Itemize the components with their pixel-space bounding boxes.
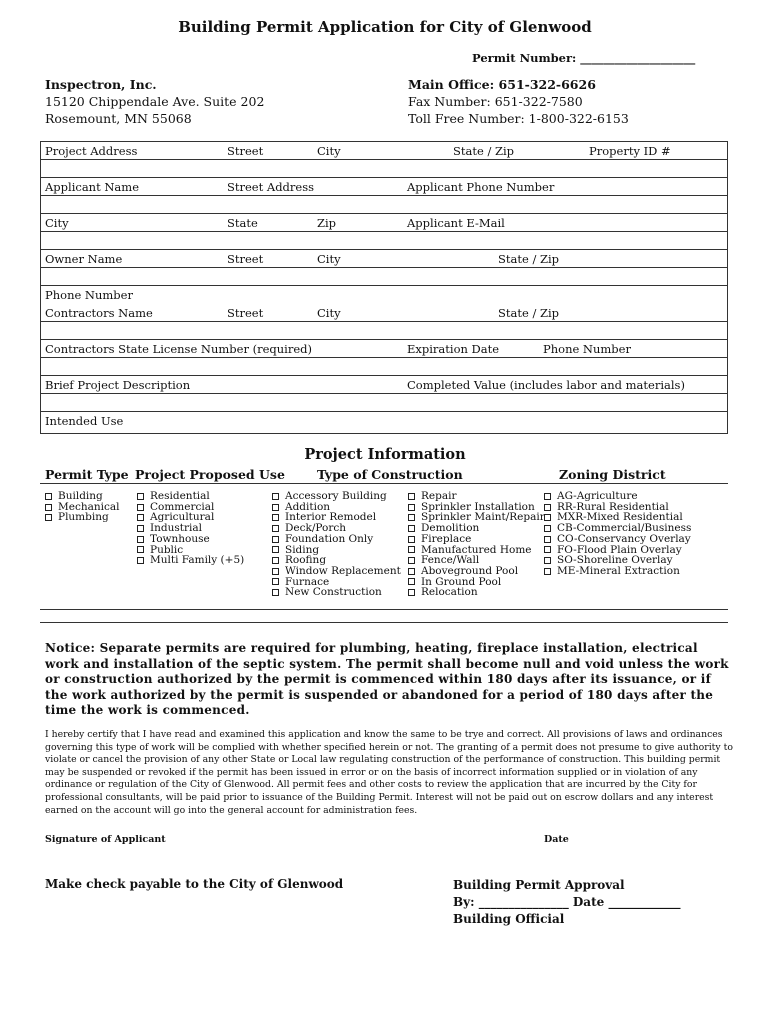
approval-block bbox=[453, 877, 680, 928]
approval-official: Building Official bbox=[453, 912, 565, 926]
construction-label: Fireplace bbox=[421, 532, 472, 545]
signature-of-applicant[interactable]: Signature of Applicant bbox=[45, 834, 166, 845]
label-owner-state-zip: State / Zip bbox=[498, 252, 559, 266]
company-city: Rosemount, MN 55068 bbox=[45, 111, 192, 126]
construction-label: In Ground Pool bbox=[421, 575, 502, 588]
construction-label: Siding bbox=[285, 543, 320, 556]
form-row-description bbox=[41, 376, 727, 394]
construction-option[interactable] bbox=[408, 534, 545, 545]
checkbox-icon[interactable] bbox=[45, 493, 52, 500]
check-payable-text: Make check payable to the City of Glenwood bbox=[45, 877, 344, 891]
col-permit-type: Permit Type bbox=[45, 467, 129, 482]
form-row-project-address bbox=[41, 142, 727, 160]
label-intended-use: Intended Use bbox=[45, 414, 124, 428]
construction-label: Sprinkler Installation bbox=[421, 500, 535, 513]
construction-list-a bbox=[272, 491, 401, 598]
zoning-label: MXR-Mixed Residential bbox=[557, 511, 683, 524]
permit-type-label: Building bbox=[58, 490, 103, 502]
construction-label: Relocation bbox=[421, 586, 478, 599]
proposed-use-label: Public bbox=[150, 543, 184, 556]
fax-number: Fax Number: 651-322-7580 bbox=[408, 94, 583, 109]
construction-label: New Construction bbox=[285, 586, 382, 599]
checkbox-icon[interactable] bbox=[408, 514, 415, 521]
permit-type-label: Mechanical bbox=[58, 500, 120, 513]
permit-type-label: Plumbing bbox=[58, 511, 109, 524]
zoning-label: CO-Conservancy Overlay bbox=[557, 532, 691, 545]
company-name: Inspectron, Inc. bbox=[45, 77, 157, 92]
construction-option[interactable] bbox=[272, 534, 401, 545]
permit-type-list bbox=[45, 491, 120, 523]
checkbox-icon[interactable] bbox=[272, 504, 279, 511]
checkbox-icon[interactable] bbox=[408, 546, 415, 553]
proposed-use-list bbox=[137, 491, 244, 566]
zoning-label: CB-Commercial/Business bbox=[557, 522, 692, 535]
checkbox-icon[interactable] bbox=[272, 578, 279, 585]
zoning-label: ME-Mineral Extraction bbox=[557, 564, 680, 577]
label-applicant-phone: Applicant Phone Number bbox=[407, 180, 555, 194]
zoning-list bbox=[544, 491, 691, 577]
proposed-use-label: Agricultural bbox=[150, 511, 215, 524]
approval-title: Building Permit Approval bbox=[453, 878, 625, 892]
checkbox-icon[interactable] bbox=[544, 493, 551, 500]
checkbox-icon[interactable] bbox=[137, 514, 144, 521]
col-zoning: Zoning District bbox=[559, 467, 666, 482]
checkbox-icon[interactable] bbox=[544, 546, 551, 553]
checkbox-icon[interactable] bbox=[544, 525, 551, 532]
company-street: 15120 Chippendale Ave. Suite 202 bbox=[45, 94, 265, 109]
checkbox-icon[interactable] bbox=[45, 514, 52, 521]
form-row-contractor bbox=[41, 304, 727, 322]
construction-label: Interior Remodel bbox=[285, 511, 377, 524]
checkbox-icon[interactable] bbox=[272, 514, 279, 521]
checkbox-icon[interactable] bbox=[544, 568, 551, 575]
permit-type-option[interactable] bbox=[45, 512, 120, 523]
label-city: City bbox=[317, 144, 341, 158]
proposed-use-label: Townhouse bbox=[150, 532, 210, 545]
checkbox-icon[interactable] bbox=[408, 557, 415, 564]
label-owner-street: Street bbox=[227, 252, 264, 266]
zoning-label: SO-Shoreline Overlay bbox=[557, 554, 673, 567]
col-construction: Type of Construction bbox=[317, 467, 463, 482]
blank-line-1[interactable] bbox=[40, 609, 728, 610]
checkbox-icon[interactable] bbox=[272, 568, 279, 575]
label-contractors-name: Contractors Name bbox=[45, 306, 153, 320]
checkbox-icon[interactable] bbox=[272, 557, 279, 564]
checkbox-icon[interactable] bbox=[137, 546, 144, 553]
construction-option[interactable] bbox=[408, 587, 545, 598]
checkbox-icon[interactable] bbox=[137, 536, 144, 543]
checkbox-icon[interactable] bbox=[408, 589, 415, 596]
section-divider bbox=[40, 483, 728, 484]
applicant-info-grid bbox=[40, 141, 728, 434]
input-project-address[interactable] bbox=[41, 160, 727, 178]
office-contact-block bbox=[408, 76, 629, 127]
permit-number-field[interactable]: Permit Number: ____________________ bbox=[472, 51, 696, 65]
construction-label: Repair bbox=[421, 490, 457, 502]
construction-option[interactable] bbox=[272, 587, 401, 598]
checkbox-icon[interactable] bbox=[544, 536, 551, 543]
label-city2: City bbox=[45, 216, 69, 230]
checkbox-icon[interactable] bbox=[137, 493, 144, 500]
proposed-use-label: Industrial bbox=[150, 522, 202, 535]
zoning-label: AG-Agriculture bbox=[557, 490, 638, 502]
project-information-title: Project Information bbox=[304, 446, 466, 463]
input-applicant[interactable] bbox=[41, 196, 727, 214]
checkbox-icon[interactable] bbox=[45, 504, 52, 511]
label-zip: Zip bbox=[317, 216, 337, 230]
label-property-id: Property ID # bbox=[589, 144, 671, 158]
construction-label: Demolition bbox=[421, 522, 480, 535]
label-contractor-city: City bbox=[317, 306, 341, 320]
certification-text: I hereby certify that I have read and examined this application and know the same to be trye and correct. All provisions of laws and ordinances governing this type of work will be complied with whether specified herein or not. The granting of a permit does not presume to give authority to violate or cancel the provision of any other State or Local law regulating construction of the performance of construction. This building permit may be suspended or revoked if the permit has been issued in error or on the basis of incorrect information supplied or in violation of any ordinance or regulation of the City of Glenwood. All permit fees and other costs to review the application that are incurred by the City for professional consultants, will be paid prior to issuance of the Building Permit. Interest will not be paid out on escrow dollars and any interest earned on the account will go into the general account for administration fees. bbox=[45, 729, 733, 816]
checkbox-icon[interactable] bbox=[272, 546, 279, 553]
checkbox-icon[interactable] bbox=[408, 525, 415, 532]
zoning-option[interactable] bbox=[544, 566, 691, 577]
zoning-option[interactable] bbox=[544, 534, 691, 545]
checkbox-icon[interactable] bbox=[544, 504, 551, 511]
blank-line-2[interactable] bbox=[40, 622, 728, 623]
company-address-block bbox=[45, 76, 264, 127]
form-title: Building Permit Application for City of Glenwood bbox=[178, 18, 592, 36]
proposed-use-option[interactable] bbox=[137, 534, 244, 545]
label-applicant-name: Applicant Name bbox=[45, 180, 139, 194]
zoning-label: FO-Flood Plain Overlay bbox=[557, 543, 682, 556]
label-street: Street bbox=[227, 144, 264, 158]
construction-label: Furnace bbox=[285, 575, 330, 588]
main-office-phone: Main Office: 651-322-6626 bbox=[408, 77, 596, 92]
checkbox-icon[interactable] bbox=[272, 493, 279, 500]
input-city[interactable] bbox=[41, 232, 727, 250]
approval-by-date[interactable]: By: _______________ Date ____________ bbox=[453, 895, 681, 909]
proposed-use-option[interactable] bbox=[137, 555, 244, 566]
label-owner-name: Owner Name bbox=[45, 252, 123, 266]
notice-text: Notice: Separate permits are required for plumbing, heating, fireplace installation, electrical work and installation of the septic system. The permit shall become null and void unless the work or construction authorized by the permit is commenced within 180 days after its issuance, or if the work authorized by the permit is suspended or abandoned for a period of 180 days after the time the work is commenced. bbox=[45, 641, 729, 717]
construction-label: Accessory Building bbox=[285, 490, 387, 502]
input-license[interactable] bbox=[41, 358, 727, 376]
proposed-use-label: Multi Family (+5) bbox=[150, 554, 245, 567]
construction-label: Roofing bbox=[285, 554, 327, 567]
input-owner[interactable] bbox=[41, 268, 727, 286]
checkbox-icon[interactable] bbox=[544, 557, 551, 564]
label-phone-number: Phone Number bbox=[45, 288, 133, 302]
form-row-license bbox=[41, 340, 727, 358]
checkbox-icon[interactable] bbox=[544, 514, 551, 521]
form-row-city bbox=[41, 214, 727, 232]
proposed-use-label: Residential bbox=[150, 490, 210, 502]
checkbox-icon[interactable] bbox=[408, 568, 415, 575]
checkbox-icon[interactable] bbox=[408, 578, 415, 585]
checkbox-icon[interactable] bbox=[408, 504, 415, 511]
construction-list-b bbox=[408, 491, 545, 598]
construction-label: Addition bbox=[285, 500, 331, 513]
label-applicant-email: Applicant E-Mail bbox=[407, 216, 505, 230]
construction-label: Manufactured Home bbox=[421, 543, 532, 556]
checkbox-icon[interactable] bbox=[408, 536, 415, 543]
construction-label: Fence/Wall bbox=[421, 554, 480, 567]
checkbox-icon[interactable] bbox=[272, 525, 279, 532]
label-license: Contractors State License Number (required) bbox=[45, 342, 312, 356]
label-state: State bbox=[227, 216, 258, 230]
label-street-address: Street Address bbox=[227, 180, 315, 194]
form-row-phone bbox=[41, 286, 727, 304]
zoning-label: RR-Rural Residential bbox=[557, 500, 669, 513]
checkbox-icon[interactable] bbox=[272, 589, 279, 596]
label-contractor-state-zip: State / Zip bbox=[498, 306, 559, 320]
form-row-applicant bbox=[41, 178, 727, 196]
checkbox-icon[interactable] bbox=[272, 536, 279, 543]
label-contractor-street: Street bbox=[227, 306, 264, 320]
col-proposed-use: Project Proposed Use bbox=[135, 467, 285, 482]
construction-label: Aboveground Pool bbox=[421, 564, 519, 577]
label-license-phone: Phone Number bbox=[543, 342, 631, 356]
checkbox-icon[interactable] bbox=[137, 504, 144, 511]
label-state-zip: State / Zip bbox=[453, 144, 514, 158]
form-row-owner bbox=[41, 250, 727, 268]
construction-label: Window Replacement bbox=[285, 564, 401, 577]
toll-free-number: Toll Free Number: 1-800-322-6153 bbox=[408, 111, 629, 126]
construction-label: Foundation Only bbox=[285, 532, 374, 545]
construction-label: Sprinkler Maint/Repair bbox=[421, 511, 545, 524]
form-row-intended-use bbox=[41, 412, 727, 433]
label-project-address: Project Address bbox=[45, 144, 138, 158]
checkbox-icon[interactable] bbox=[408, 493, 415, 500]
label-owner-city: City bbox=[317, 252, 341, 266]
label-completed-value: Completed Value (includes labor and materials) bbox=[407, 378, 685, 392]
checkbox-icon[interactable] bbox=[137, 525, 144, 532]
input-description[interactable] bbox=[41, 394, 727, 412]
signature-date[interactable]: Date bbox=[544, 834, 569, 845]
input-contractor[interactable] bbox=[41, 322, 727, 340]
construction-label: Deck/Porch bbox=[285, 522, 347, 535]
label-brief-description: Brief Project Description bbox=[45, 378, 191, 392]
proposed-use-label: Commercial bbox=[150, 500, 215, 513]
label-expiration: Expiration Date bbox=[407, 342, 500, 356]
checkbox-icon[interactable] bbox=[137, 557, 144, 564]
